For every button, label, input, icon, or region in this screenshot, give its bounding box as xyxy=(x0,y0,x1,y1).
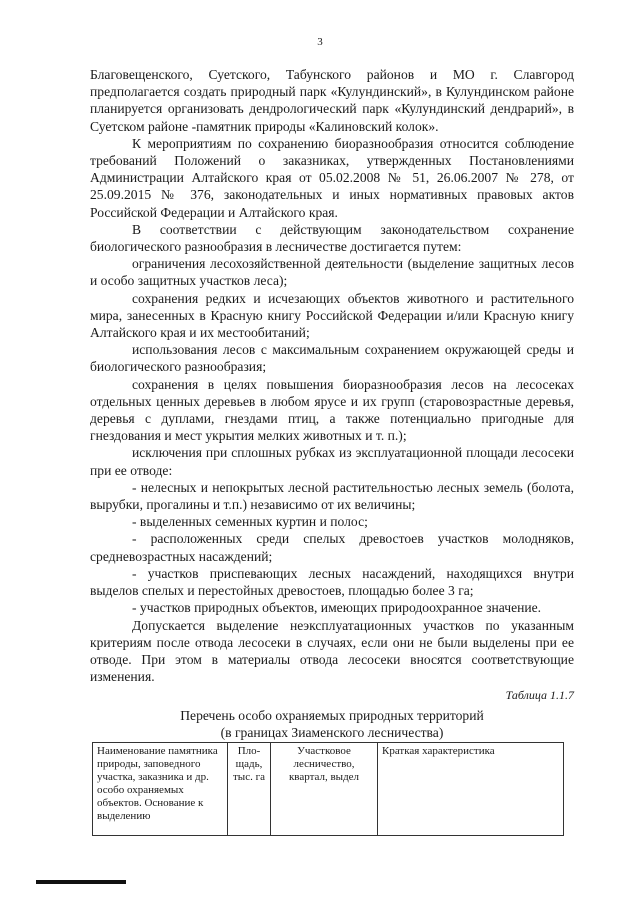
paragraph: В соответствии с действующим законодательством сохранение биологического разнообразия в лесничестве достигается путем: xyxy=(90,221,574,255)
table-header-row xyxy=(93,743,564,836)
header-cell-name: Наименование памятника природы, заповедного участка, заказника и др. особо охраняемых объектов. Основание к выделению xyxy=(93,743,228,836)
header-cell-location: Участковое лесничество, квартал, выдел xyxy=(271,743,378,836)
table-title-line1: Перечень особо охраняемых природных территорий xyxy=(180,707,484,723)
footer-rule xyxy=(36,880,126,884)
header-cell-area: Пло-щадь, тыс. га xyxy=(228,743,271,836)
paragraph: сохранения редких и исчезающих объектов животного и растительного мира, занесенных в Красную книгу Российской Федерации и/или Красную книгу Алтайского края и их местообитаний; xyxy=(90,290,574,341)
paragraph: - участков природных объектов, имеющих природоохранное значение. xyxy=(132,600,542,616)
table-title xyxy=(90,707,574,741)
paragraph: Благовещенского, Суетского, Табунского районов и МО г. Славгород предполагается создать природный парк «Кулундинский», в Кулундинском районе планируется организовать дендрологический парк «Кулундинский дендрарий», в Суетском районе -памятник природы «Калиновский колок». xyxy=(90,67,574,134)
paragraph: ограничения лесохозяйственной деятельности (выделение защитных лесов и особо защитных участков леса); xyxy=(90,256,574,289)
document-body xyxy=(90,66,574,741)
paragraph: использования лесов с максимальным сохранением окружающей среды и биологического разнообразия; xyxy=(90,342,574,375)
paragraph: - расположенных среди спелых древостоев участков молодняков, средневозрастных насаждений; xyxy=(90,531,574,564)
page-number: 3 xyxy=(317,36,323,48)
paragraph: - участков приспевающих лесных насаждений, находящихся внутри выделов спелых и перестойных древостоев, площадью более 3 га; xyxy=(90,565,574,599)
paragraph: Допускается выделение неэксплуатационных участков по указанным критериям после отвода лесосеки в случаях, если они не были выделены при ее отводе. При этом в материалы отвода лесосеки вносятся соответствующие изменения. xyxy=(90,617,574,685)
protected-areas-table xyxy=(92,742,564,836)
table-caption: Таблица 1.1.7 xyxy=(505,688,574,703)
paragraph: К мероприятиям по сохранению биоразнообразия относится соблюдение требований Положений о заказниках, утвержденных Постановлениями Администрации Алтайского края от 05.02.2008 № 51, 26.06.2007 № 278, от 25.09.2015 № 376, законодательных и иных нормативных правовых актов Российской Федерации и Алтайского края. xyxy=(90,135,574,220)
paragraph: исключения при сплошных рубках из эксплуатационной площади лесосеки при ее отводе: xyxy=(90,445,574,478)
table-title-line2: (в границах Зиаменского лесничества) xyxy=(220,724,444,740)
paragraph: - нелесных и непокрытых лесной растительностью лесных земель (болота, вырубки, прогалины и т.п.) независимо от их величины; xyxy=(90,479,574,513)
header-cell-description: Краткая характеристика xyxy=(378,743,564,836)
paragraph: - выделенных семенных куртин и полос; xyxy=(132,514,368,530)
paragraph: сохранения в целях повышения биоразнообразия лесов на лесосеках отдельных ценных деревьев в любом ярусе и их групп (старовозрастные деревья, деревья с дуплами, гнездами птиц, а также потенциально пригодные для гнездования и мест укрытия мелких животных и т. п.); xyxy=(90,376,574,444)
paragraph-list xyxy=(90,66,574,685)
